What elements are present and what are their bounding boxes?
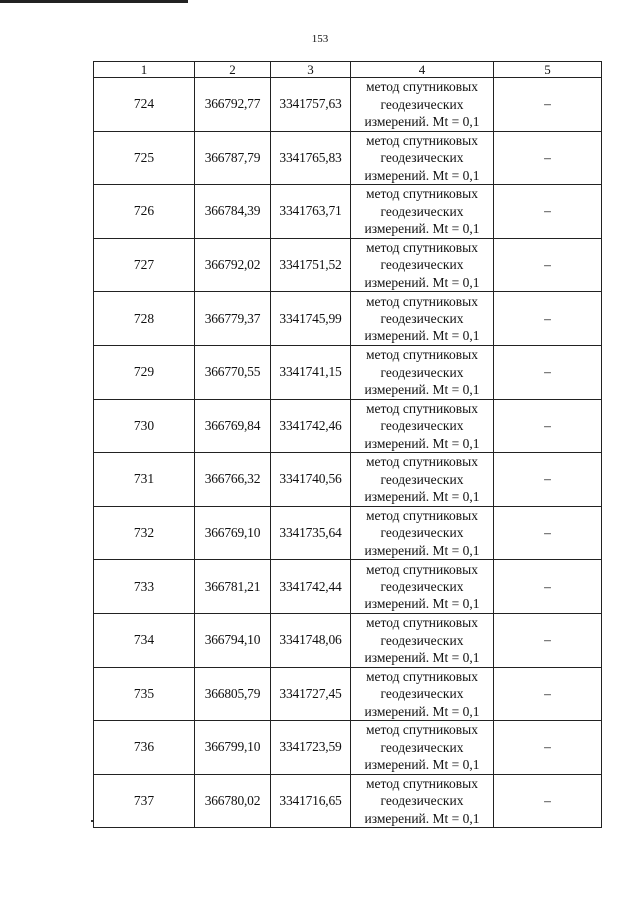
method-line: метод спутниковых — [366, 347, 478, 363]
point-number-cell: 724 — [94, 78, 195, 132]
note-cell: – — [494, 78, 602, 132]
coordinate-y-cell: 3341751,52 — [271, 238, 351, 292]
table-row — [94, 667, 602, 721]
method-cell — [351, 613, 494, 667]
method-line: метод спутниковых — [366, 561, 478, 577]
method-line: измерений. Mt = 0,1 — [364, 274, 480, 290]
point-number-cell: 734 — [94, 613, 195, 667]
point-number-cell: 725 — [94, 131, 195, 185]
method-line: геодезических — [380, 203, 464, 219]
point-number-cell: 729 — [94, 345, 195, 399]
coordinate-x-cell: 366780,02 — [195, 774, 271, 828]
note-cell: – — [494, 506, 602, 560]
header-rule — [0, 0, 188, 3]
point-number-cell: 728 — [94, 292, 195, 346]
coordinate-y-cell: 3341763,71 — [271, 185, 351, 239]
coordinate-y-cell: 3341765,83 — [271, 131, 351, 185]
point-number-cell: 726 — [94, 185, 195, 239]
note-cell: – — [494, 453, 602, 507]
method-line: измерений. Mt = 0,1 — [364, 810, 480, 826]
coordinate-x-cell: 366766,32 — [195, 453, 271, 507]
coordinate-y-cell: 3341716,65 — [271, 774, 351, 828]
method-line: измерений. Mt = 0,1 — [364, 757, 480, 773]
coordinate-y-cell: 3341723,59 — [271, 721, 351, 775]
method-line: измерений. Mt = 0,1 — [364, 489, 480, 505]
table-row — [94, 238, 602, 292]
table-row — [94, 292, 602, 346]
note-cell: – — [494, 774, 602, 828]
point-number-cell: 731 — [94, 453, 195, 507]
coordinate-y-cell: 3341742,44 — [271, 560, 351, 614]
point-number-cell: 737 — [94, 774, 195, 828]
coordinate-y-cell: 3341742,46 — [271, 399, 351, 453]
coordinate-y-cell: 3341745,99 — [271, 292, 351, 346]
column-header-3: 3 — [271, 62, 351, 78]
method-line: измерений. Mt = 0,1 — [364, 435, 480, 451]
method-cell — [351, 721, 494, 775]
coordinate-y-cell: 3341727,45 — [271, 667, 351, 721]
note-cell: – — [494, 560, 602, 614]
method-cell — [351, 774, 494, 828]
method-cell — [351, 292, 494, 346]
method-line: геодезических — [380, 632, 464, 648]
coordinate-x-cell: 366784,39 — [195, 185, 271, 239]
method-cell — [351, 506, 494, 560]
note-cell: – — [494, 345, 602, 399]
method-cell — [351, 560, 494, 614]
note-cell: – — [494, 613, 602, 667]
column-header-2: 2 — [195, 62, 271, 78]
method-line: геодезических — [380, 793, 464, 809]
point-number-cell: 736 — [94, 721, 195, 775]
coordinate-x-cell: 366792,02 — [195, 238, 271, 292]
table-row — [94, 774, 602, 828]
table-row — [94, 185, 602, 239]
margin-mark — [91, 820, 93, 822]
method-line: метод спутниковых — [366, 293, 478, 309]
coordinate-x-cell: 366779,37 — [195, 292, 271, 346]
method-cell — [351, 238, 494, 292]
coordinate-x-cell: 366769,10 — [195, 506, 271, 560]
point-number-cell: 733 — [94, 560, 195, 614]
method-line: измерений. Mt = 0,1 — [364, 596, 480, 612]
note-cell: – — [494, 238, 602, 292]
method-line: геодезических — [380, 150, 464, 166]
method-line: измерений. Mt = 0,1 — [364, 167, 480, 183]
method-line: геодезических — [380, 310, 464, 326]
method-line: измерений. Mt = 0,1 — [364, 542, 480, 558]
note-cell: – — [494, 292, 602, 346]
method-line: геодезических — [380, 364, 464, 380]
table-body — [94, 78, 602, 828]
method-cell — [351, 453, 494, 507]
column-header-4: 4 — [351, 62, 494, 78]
page-number: 153 — [311, 33, 329, 45]
coordinate-x-cell: 366787,79 — [195, 131, 271, 185]
note-cell: – — [494, 131, 602, 185]
coordinate-x-cell: 366794,10 — [195, 613, 271, 667]
method-line: измерений. Mt = 0,1 — [364, 649, 480, 665]
table-row — [94, 131, 602, 185]
table-row — [94, 721, 602, 775]
method-cell — [351, 185, 494, 239]
method-line: геодезических — [380, 739, 464, 755]
method-line: геодезических — [380, 686, 464, 702]
method-line: измерений. Mt = 0,1 — [364, 221, 480, 237]
method-line: метод спутниковых — [366, 400, 478, 416]
coordinate-x-cell: 366781,21 — [195, 560, 271, 614]
coordinate-x-cell: 366792,77 — [195, 78, 271, 132]
coordinate-y-cell: 3341757,63 — [271, 78, 351, 132]
table-row — [94, 560, 602, 614]
method-line: измерений. Mt = 0,1 — [364, 328, 480, 344]
method-line: метод спутниковых — [366, 239, 478, 255]
note-cell: – — [494, 185, 602, 239]
method-line: измерений. Mt = 0,1 — [364, 381, 480, 397]
method-line: измерений. Mt = 0,1 — [364, 114, 480, 129]
method-cell — [351, 131, 494, 185]
table-row — [94, 399, 602, 453]
coordinate-y-cell: 3341748,06 — [271, 613, 351, 667]
coordinates-table — [93, 61, 602, 828]
coordinate-x-cell: 366769,84 — [195, 399, 271, 453]
note-cell: – — [494, 399, 602, 453]
method-line: метод спутниковых — [366, 775, 478, 791]
point-number-cell: 727 — [94, 238, 195, 292]
method-line: метод спутниковых — [366, 722, 478, 738]
column-header-1: 1 — [94, 62, 195, 78]
coordinate-x-cell: 366799,10 — [195, 721, 271, 775]
point-number-cell: 730 — [94, 399, 195, 453]
method-line: геодезических — [380, 418, 464, 434]
table-row — [94, 345, 602, 399]
header-row — [94, 62, 602, 78]
method-line: метод спутниковых — [366, 668, 478, 684]
method-cell — [351, 78, 494, 132]
table-row — [94, 78, 602, 132]
method-line: метод спутниковых — [366, 454, 478, 470]
coordinate-y-cell: 3341740,56 — [271, 453, 351, 507]
method-line: измерений. Mt = 0,1 — [364, 703, 480, 719]
method-line: метод спутниковых — [366, 507, 478, 523]
method-line: метод спутниковых — [366, 615, 478, 631]
method-cell — [351, 399, 494, 453]
method-line: геодезических — [380, 96, 464, 112]
method-line: метод спутниковых — [366, 79, 478, 95]
method-cell — [351, 667, 494, 721]
method-line: геодезических — [380, 257, 464, 273]
method-line: геодезических — [380, 525, 464, 541]
table-row — [94, 613, 602, 667]
method-cell — [351, 345, 494, 399]
coordinate-y-cell: 3341735,64 — [271, 506, 351, 560]
table-row — [94, 506, 602, 560]
point-number-cell: 732 — [94, 506, 195, 560]
method-line: геодезических — [380, 471, 464, 487]
note-cell: – — [494, 721, 602, 775]
point-number-cell: 735 — [94, 667, 195, 721]
method-line: метод спутниковых — [366, 186, 478, 202]
method-line: метод спутниковых — [366, 132, 478, 148]
coordinate-x-cell: 366805,79 — [195, 667, 271, 721]
coordinate-y-cell: 3341741,15 — [271, 345, 351, 399]
method-line: геодезических — [380, 578, 464, 594]
column-header-5: 5 — [494, 62, 602, 78]
note-cell: – — [494, 667, 602, 721]
coordinate-x-cell: 366770,55 — [195, 345, 271, 399]
table-row — [94, 453, 602, 507]
